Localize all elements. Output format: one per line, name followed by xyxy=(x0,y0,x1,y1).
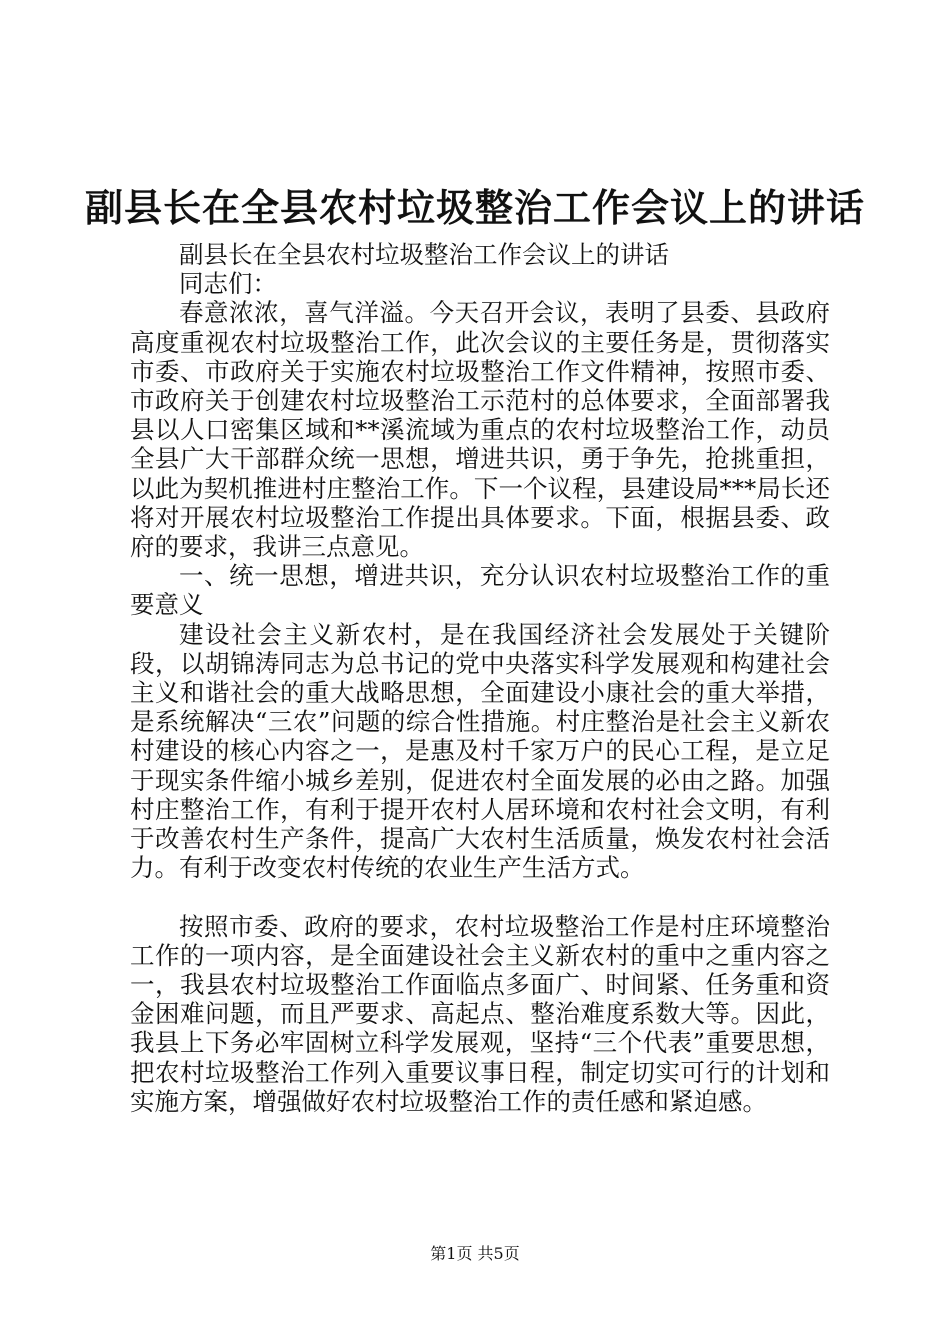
body-paragraph-1: 建设社会主义新农村，是在我国经济社会发展处于关键阶段，以胡锦涛同志为总书记的党中央落实科学发展观和构建社会主义和谐社会的重大战略思想，全面建设小康社会的重大举措，是系统解决“三农”问题的综合性措施。村庄整治是社会主义新农村建设的核心内容之一，是惠及村千家万户的民心工程，是立足于现实条件缩小城乡差别，促进农村全面发展的必由之路。加强村庄整治工作，有利于提开农村人居环境和农村社会文明，有利于改善农村生产条件，提高广大农村生活质量，焕发农村社会活力。有利于改变农村传统的农业生产生活方式。 xyxy=(130,619,830,883)
document-body xyxy=(130,240,830,1116)
subtitle-paragraph: 副县长在全县农村垃圾整治工作会议上的讲话 xyxy=(179,240,669,269)
document-title: 副县长在全县农村垃圾整治工作会议上的讲话 xyxy=(84,185,865,230)
body-paragraph-2: 按照市委、政府的要求，农村垃圾整治工作是村庄环境整治工作的一项内容，是全面建设社会主义新农村的重中之重内容之一，我县农村垃圾整治工作面临点多面广、时间紧、任务重和资金困难问题，而且严要求、高起点、整治难度系数大等。因此，我县上下务必牢固树立科学发展观，坚持“三个代表”重要思想，把农村垃圾整治工作列入重要议事日程，制定切实可行的计划和实施方案，增强做好农村垃圾整治工作的责任感和紧迫感。 xyxy=(130,911,830,1116)
blank-line xyxy=(130,882,830,911)
intro-paragraph: 春意浓浓，喜气洋溢。今天召开会议，表明了县委、县政府高度重视农村垃圾整治工作，此次会议的主要任务是，贯彻落实市委、市政府关于实施农村垃圾整治工作文件精神，按照市委、市政府关于创建农村垃圾整治工示范村的总体要求，全面部署我县以人口密集区域和**溪流域为重点的农村垃圾整治工作，动员全县广大干部群众统一思想，增进共识，勇于争先，抢挑重担，以此为契机推进村庄整治工作。下一个议程，县建设局***局长还将对开展农村垃圾整治工作提出具体要求。下面，根据县委、政府的要求，我讲三点意见。 xyxy=(130,298,830,562)
salutation-paragraph: 同志们： xyxy=(179,269,277,299)
section-heading-1: 一、统一思想，增进共识，充分认识农村垃圾整治工作的重要意义 xyxy=(130,561,830,620)
page-footer: 第1页 共5页 xyxy=(430,1244,520,1263)
